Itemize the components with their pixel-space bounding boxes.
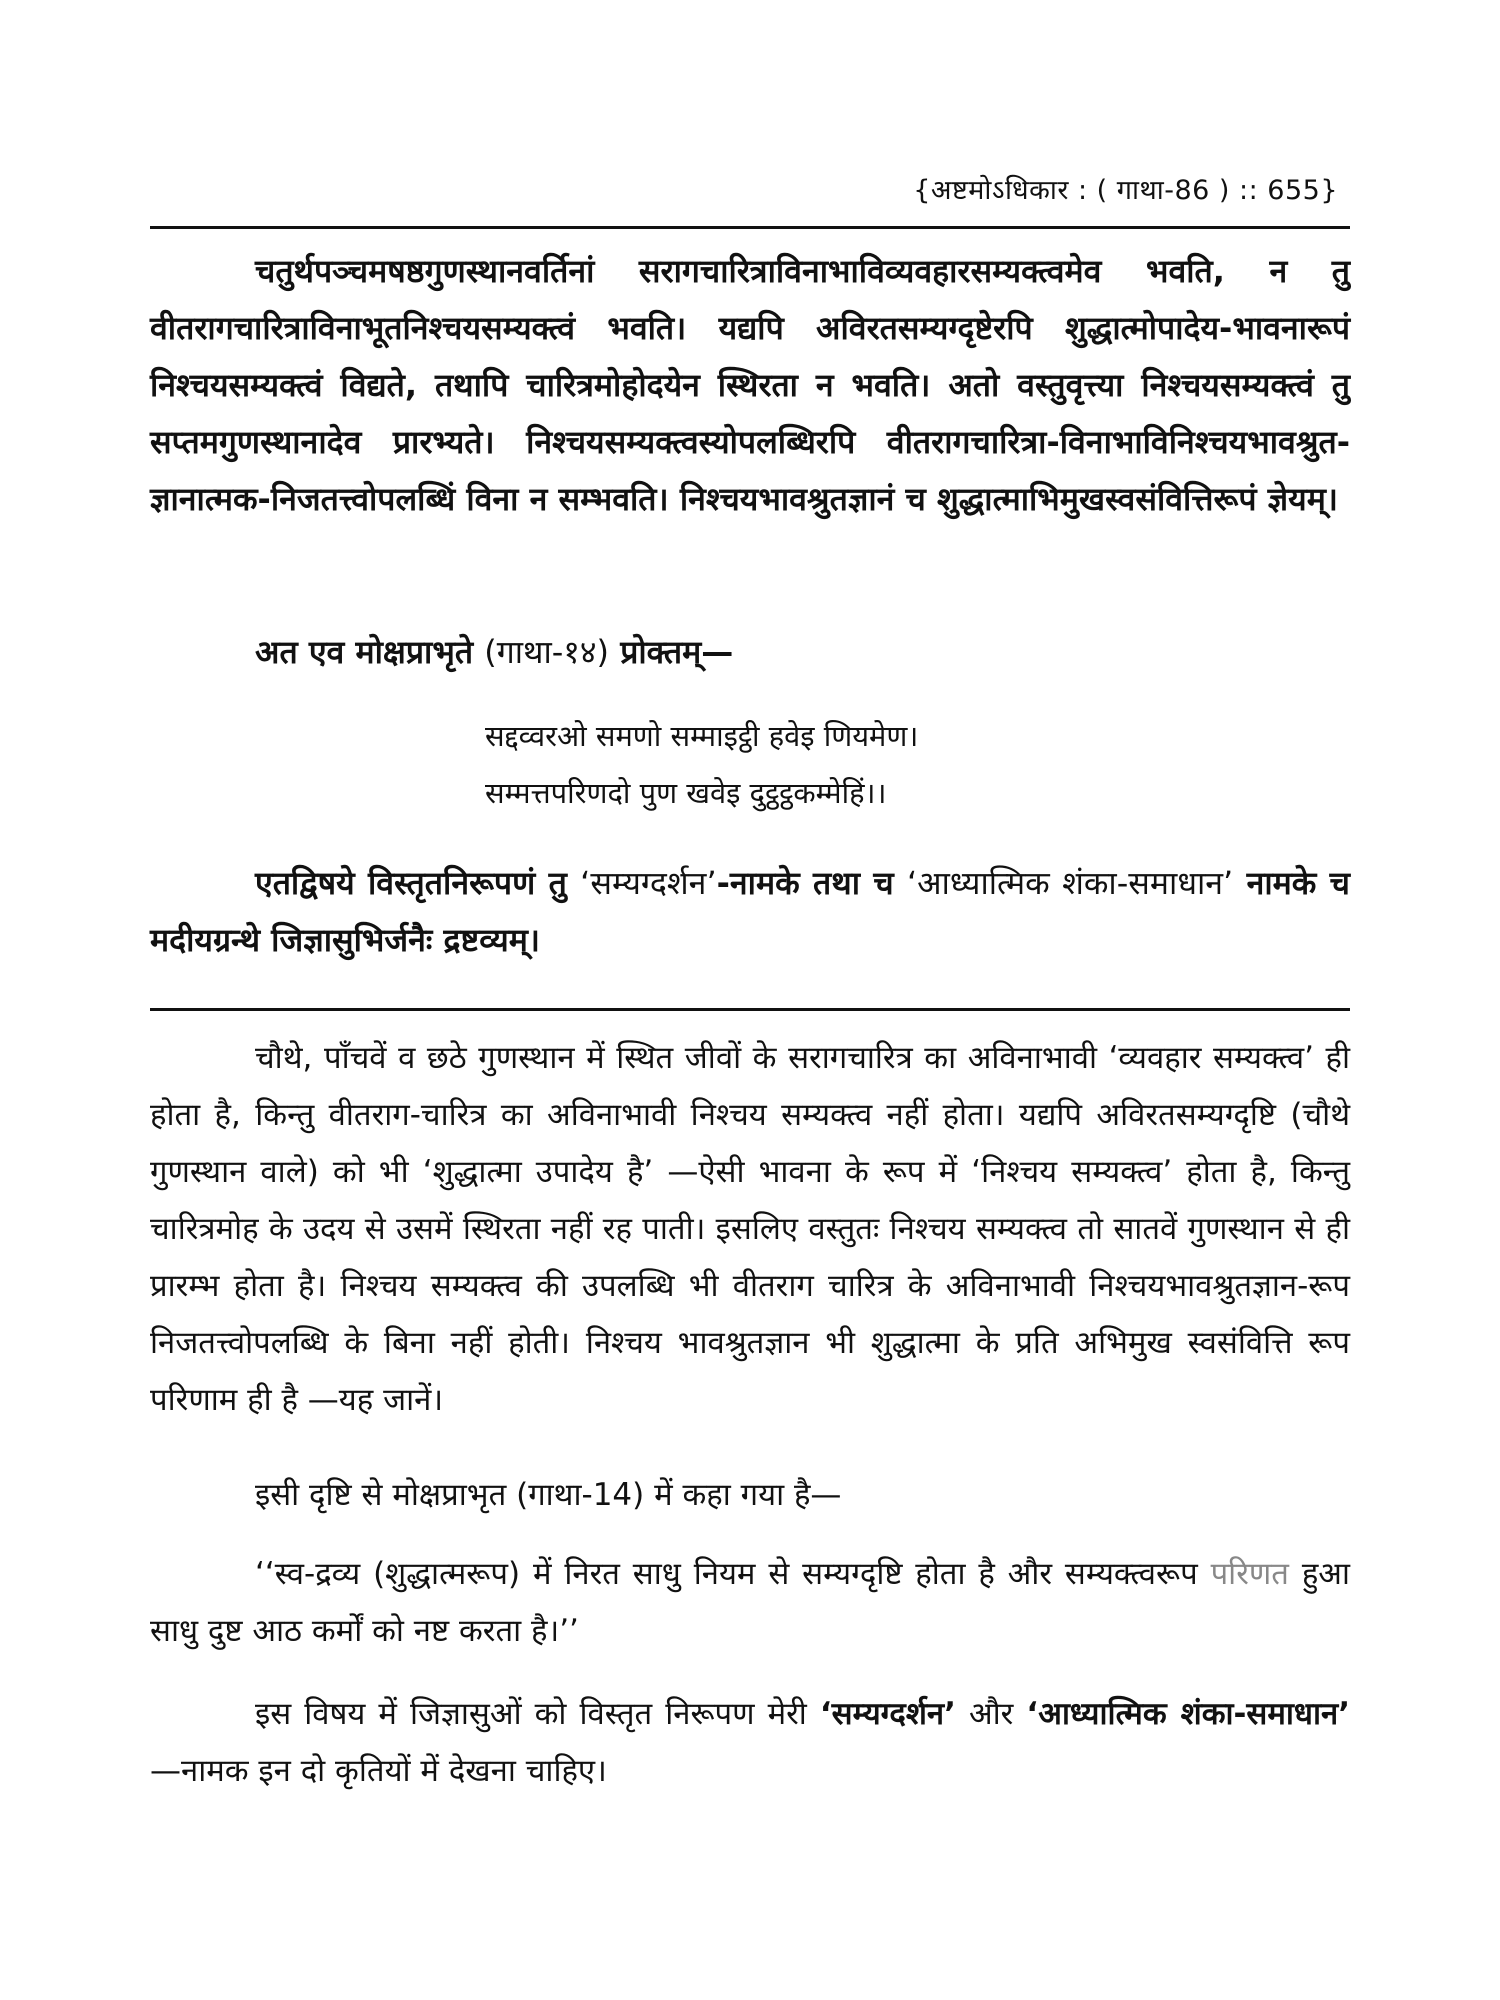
- hindi-paragraph-1: चौथे, पाँचवें व छठे गुणस्थान में स्थित जीवों के सरागचारित्र का अविनाभावी ‘व्यवहार सम्यक्त्व’ ही होता है, किन्तु वीतराग-चारित्र का अविनाभावी निश्चय सम्यक्त्व नहीं होता। यद्यपि अविरतसम्यग्दृष्टि (चौथे गुणस्थान वाले) को भी ‘शुद्धात्मा उपादेय है’ —ऐसी भावना के रूप में ‘निश्चय सम्यक्त्व’ होता है, किन्तु चारित्रमोह के उदय से उसमें स्थिरता नहीं रह पाती। इसलिए वस्तुतः निश्चय सम्यक्त्व तो सातवें गुणस्थान से ही प्रारम्भ होता है। निश्चय सम्यक्त्व की उपलब्धि भी वीतराग चारित्र के अविनाभावी निश्चयभावश्रुतज्ञान-रूप निजतत्त्वोपलब्धि के बिना नहीं होती। निश्चय भावश्रुतज्ञान भी शुद्धात्मा के प्रति अभिमुख स्वसंवित्ति रूप परिणाम ही है —यह जानें।: [150, 1040, 1350, 1418]
- hindi-paragraph-3: [150, 1546, 1350, 1660]
- hindi-p4-text-c: और: [968, 1696, 1014, 1732]
- book-page: [150, 0, 1350, 2000]
- sanskrit-p3-book-title-1: ‘सम्यग्दर्शन’: [580, 864, 717, 902]
- hindi-paragraph-4: [150, 1686, 1350, 1800]
- hindi-p4-book-title-1: ‘सम्यग्दर्शन’: [819, 1696, 956, 1732]
- hindi-p4-book-title-2: ‘आध्यात्मिक शंका-समाधान’: [1026, 1696, 1350, 1732]
- running-header: {अष्टमोऽधिकार : ( गाथा-86 ) :: 655}: [913, 175, 1338, 206]
- sanskrit-p3-text-e: नामके च मदीयग्रन्थे जिज्ञासुभिर्जनैः द्रष्टव्यम्।: [150, 864, 1350, 959]
- sanskrit-p3-book-title-2: ‘आध्यात्मिक शंका-समाधान’: [906, 864, 1234, 902]
- sanskrit-p2-text-c: प्रोक्तम्—: [620, 633, 734, 671]
- sanskrit-p3-text-c: -नामके तथा च: [716, 864, 894, 902]
- hindi-p3-text-a: ‘‘स्व-द्रव्य (शुद्धात्मरूप) में निरत साधु नियम से सम्यग्दृष्टि होता है और सम्यक्त्वरूप: [255, 1556, 1198, 1592]
- section-divider-rule: [150, 1008, 1350, 1011]
- sanskrit-paragraph-1: चतुर्थपञ्चमषष्ठगुणस्थानवर्तिनां सरागचारित्राविनाभाविव्यवहारसम्यक्त्वमेव भवति, न तु वीतरागचारित्राविनाभूतनिश्चयसम्यक्त्वं भवति। यद्यपि अविरतसम्यग्दृष्टेरपि शुद्धात्मोपादेय-भावनारूपं निश्चयसम्यक्त्वं विद्यते, तथापि चारित्रमोहोदयेन स्थिरता न भवति। अतो वस्तुवृत्त्या निश्चयसम्यक्त्वं तु सप्तमगुणस्थानादेव प्रारभ्यते। निश्चयसम्यक्त्वस्योपलब्धिरपि वीतरागचारित्रा-विनाभाविनिश्चयभावश्रुत-ज्ञानात्मक-निजतत्त्वोपलब्धिं विना न सम्भवति। निश्चयभावश्रुतज्ञानं च शुद्धात्माभिमुखस्वसंवित्तिरूपं ज्ञेयम्।: [150, 252, 1350, 518]
- hindi-p3-faded-word: परिणत: [1210, 1556, 1289, 1592]
- header-rule: [150, 226, 1350, 229]
- sanskrit-paragraph-3: [150, 855, 1350, 969]
- hindi-paragraph-2: इसी दृष्टि से मोक्षप्राभृत (गाथा-14) में कहा गया है—: [255, 1477, 842, 1513]
- prakrit-verse-line-2: सम्मत्तपरिणदो पुण खवेइ दुट्ठट्ठकम्मेहिं।।: [485, 776, 887, 810]
- sanskrit-paragraph-2: [150, 624, 1350, 681]
- sanskrit-p2-text-a: अत एव मोक्षप्राभृते: [255, 633, 474, 671]
- hindi-p4-text-a: इस विषय में जिज्ञासुओं को विस्तृत निरूपण मेरी: [255, 1696, 807, 1732]
- sanskrit-p2-gatha-ref: (गाथा-१४): [484, 633, 610, 671]
- hindi-p3-text-c: हुआ साधु दुष्ट आठ कर्मों को नष्ट करता है।’’: [150, 1556, 1350, 1649]
- prakrit-verse-line-1: सद्दव्वरओ समणो सम्माइट्ठी हवेइ णियमेण।: [485, 719, 919, 753]
- hindi-p4-text-e: —नामक इन दो कृतियों में देखना चाहिए।: [150, 1753, 607, 1789]
- sanskrit-p3-text-a: एतद्विषये विस्तृतनिरूपणं तु: [255, 864, 567, 902]
